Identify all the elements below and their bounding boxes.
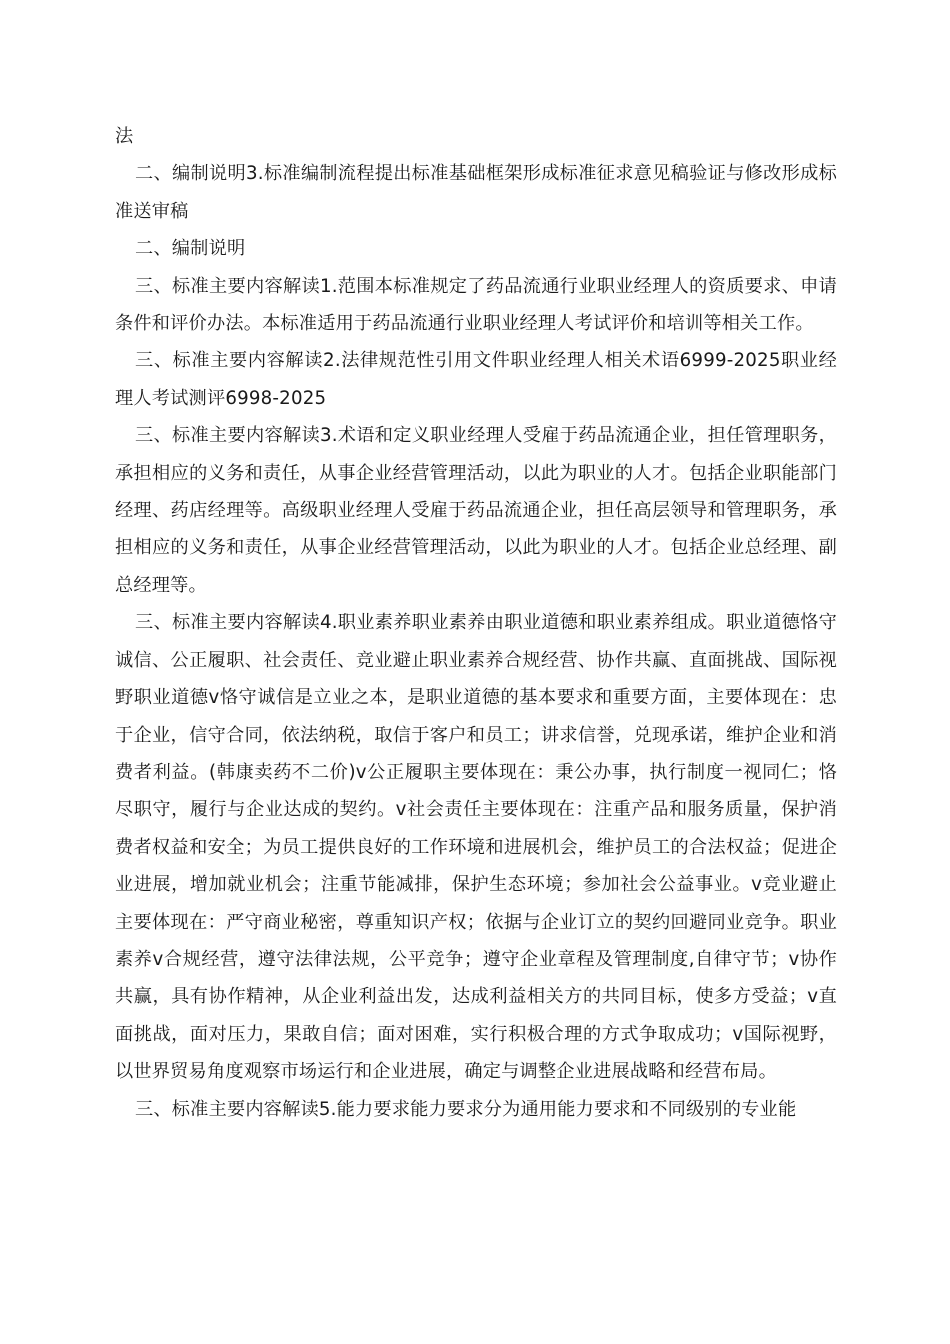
paragraph-professional-quality: 三、标准主要内容解读4.职业素养职业素养由职业道德和职业素养组成。职业道德恪守诚信、公正履职、社会责任、竞业避止职业素养合规经营、协作共赢、直面挑战、国际视野职业道德v恪守诚信是立业之本，是职业道德的基本要求和重要方面，主要体现在：忠于企业，信守合同，依法纳税，取信于客户和员工；讲求信誉，兑现承诺，维护企业和消费者利益。(韩康卖药不二价)v公正履职主要体现在：秉公办事，执行制度一视同仁；恪尽职守，履行与企业达成的契约。v社会责任主要体现在：注重产品和服务质量，保护消费者权益和安全；为员工提供良好的工作环境和进展机会，维护员工的合法权益；促进企业进展，增加就业机会；注重节能减排，保护生态环境；参加社会公益事业。v竞业避止主要体现在：严守商业秘密，尊重知识产权；依据与企业订立的契约回避同业竞争。职业素养v合规经营，遵守法律法规，公平竞争；遵守企业章程及管理制度,自律守节；v协作共赢，具有协作精神，从企业利益出发，达成利益相关方的共同目标，使多方受益；v直面挑战，面对压力，果敢自信；面对困难，实行积极合理的方式争取成功；v国际视野，以世界贸易角度观察市场运行和企业进展，确定与调整企业进展战略和经营布局。	[115, 612, 837, 1083]
paragraph-normative-references: 三、标准主要内容解读2.法律规范性引用文件职业经理人相关术语6999-2025职业经理人考试测评6998-2025	[115, 350, 837, 409]
paragraph-scope: 三、标准主要内容解读1.范围本标准规定了药品流通行业职业经理人的资质要求、申请条件和评价办法。本标准适用于药品流通行业职业经理人考试评价和培训等相关工作。	[115, 275, 837, 335]
paragraph-ability-requirements: 三、标准主要内容解读5.能力要求能力要求分为通用能力要求和不同级别的专业能	[135, 1098, 797, 1120]
paragraph-compilation-heading: 二、编制说明	[135, 238, 246, 260]
paragraph-compilation-process: 二、编制说明3.标准编制流程提出标准基础框架形成标准征求意见稿验证与修改形成标准送审稿	[115, 163, 837, 222]
paragraph-continuation: 法	[115, 126, 134, 147]
paragraph-terms-definitions: 三、标准主要内容解读3.术语和定义职业经理人受雇于药品流通企业，担任管理职务，承担相应的义务和责任，从事企业经营管理活动，以此为职业的人才。包括企业职能部门经理、药店经理等。高级职业经理人受雇于药品流通企业，担任高层领导和管理职务，承担相应的义务和责任，从事企业经营管理活动，以此为职业的人才。包括企业总经理、副总经理等。	[115, 425, 837, 596]
document-body	[115, 118, 837, 1128]
